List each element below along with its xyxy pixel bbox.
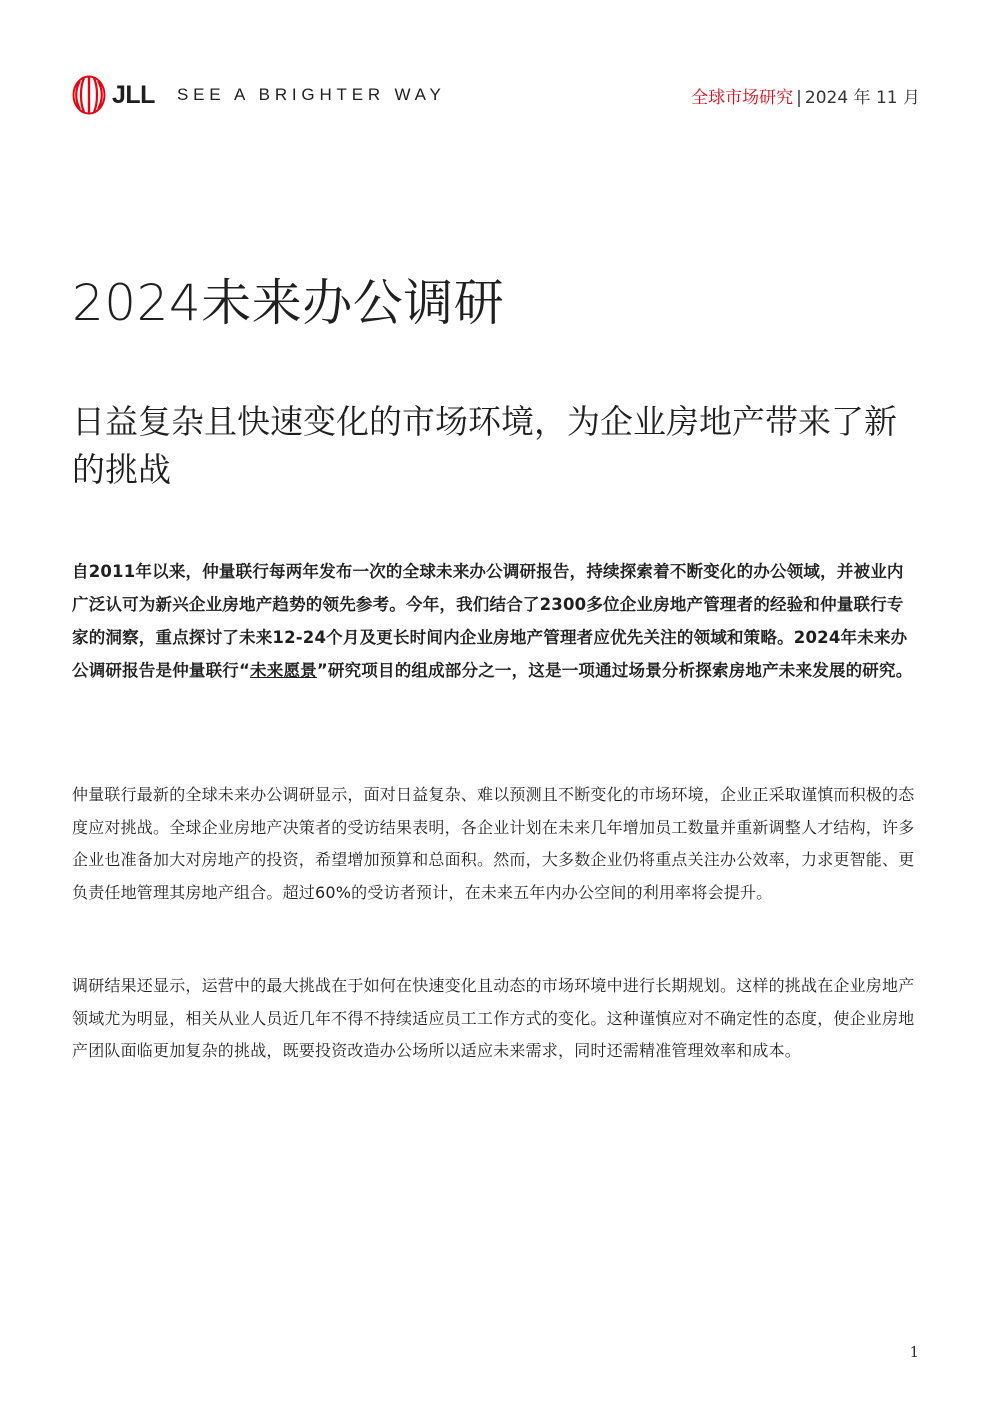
body-paragraph-1: 仲量联行最新的全球未来办公调研显示，面对日益复杂、难以预测且不断变化的市场环境，企业正采取谨慎而积极的态度应对挑战。全球企业房地产决策者的受访结果表明，各企业计划在未来几年增加员工数量并重新调整人才结构，许多企业也准备加大对房地产的投资，希望增加预算和总面积。然而，大多数企业仍将重点关注办公效率，力求更智能、更负责任地管理其房地产组合。超过60%的受访者预计，在未来五年内办公空间的利用率将会提升。 xyxy=(72,785,915,902)
jll-emblem-icon xyxy=(72,75,106,115)
future-vision-link[interactable]: 未来愿景 xyxy=(250,661,317,680)
brand-tagline: SEE A BRIGHTER WAY xyxy=(176,85,446,104)
section-label: 全球市场研究 xyxy=(691,88,794,108)
page-title: 2024未来办公调研 xyxy=(72,274,505,332)
lead-text-start: 自2011年以来，仲量联行每两年发布一次的全球未来办公调研报告，持续探索着不断变化的办公领域，并被业内广泛认可为新兴企业房地产趋势的领先参考。今年，我们结合了2300多位企业房地产管理者的经验和仲量联行专家的洞察，重点探讨了未来12-24个月及更长时间内企业房地产管理者应优先关注的领域和策略。2024年未来办公调研报告是仲量联行“ xyxy=(72,562,908,680)
page-header xyxy=(72,74,920,118)
body-paragraph-2: 调研结果还显示，运营中的最大挑战在于如何在快速变化且动态的市场环境中进行长期规划。这样的挑战在企业房地产领域尤为明显，相关从业人员近几年不得不持续适应员工工作方式的变化。这种谨慎应对不确定性的态度，使企业房地产团队面临更加复杂的挑战，既要投资改造办公场所以适应未来需求，同时还需精准管理效率和成本。 xyxy=(72,976,915,1060)
brand-name: JLL xyxy=(112,80,155,109)
page-subtitle: 日益复杂且快速变化的市场环境，为企业房地产带来了新的挑战 xyxy=(72,402,897,489)
lead-text-end: ”研究项目的组成部分之一，这是一项通过场景分析探索房地产未来发展的研究。 xyxy=(316,661,913,680)
meta-separator: | xyxy=(796,88,802,108)
report-meta xyxy=(691,83,920,108)
page-number: 1 xyxy=(909,1343,919,1361)
lead-paragraph xyxy=(72,555,920,687)
report-date: 2024 年 11 月 xyxy=(804,88,920,108)
jll-logo xyxy=(72,74,446,116)
